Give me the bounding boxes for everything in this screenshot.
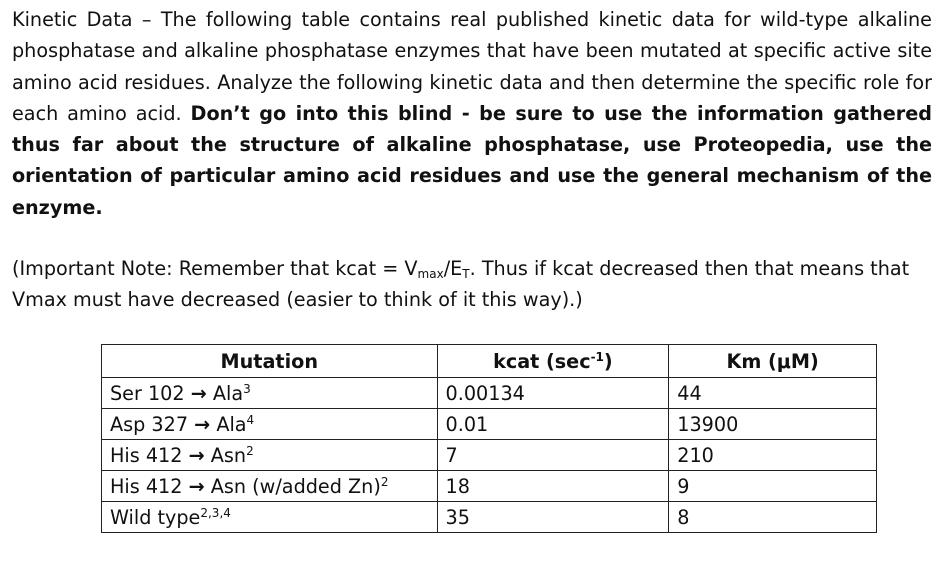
reference-sup: 4 bbox=[246, 412, 255, 427]
table-row bbox=[102, 440, 877, 471]
km-cell: 8 bbox=[669, 502, 877, 533]
arrow-icon: → bbox=[188, 474, 205, 498]
reference-sup: 2,3,4 bbox=[200, 505, 231, 520]
mutation-to: Ala bbox=[212, 381, 244, 405]
header-mutation: Mutation bbox=[102, 345, 438, 378]
kcat-cell: 0.00134 bbox=[437, 378, 669, 409]
table-row bbox=[102, 378, 877, 409]
mutation-from: Asp 327 bbox=[110, 412, 189, 436]
table-row bbox=[102, 471, 877, 502]
mutation-to: Asn bbox=[210, 443, 247, 467]
header-kcat-close: ) bbox=[603, 349, 613, 373]
mutation-cell bbox=[102, 471, 438, 502]
note-sub-t: T bbox=[462, 267, 470, 281]
mutation-cell bbox=[102, 440, 438, 471]
table-header-row bbox=[102, 345, 877, 378]
km-cell: 210 bbox=[669, 440, 877, 471]
mutation-cell bbox=[102, 409, 438, 440]
arrow-icon: → bbox=[190, 381, 207, 405]
mutation-from: His 412 bbox=[110, 443, 183, 467]
arrow-icon: → bbox=[194, 412, 211, 436]
note-part3: . Thus if kcat decreased then that means that Vmax must have decreased (easier to think of it this way).) bbox=[12, 257, 910, 312]
table-row bbox=[102, 502, 877, 533]
header-km: Km (μM) bbox=[669, 345, 877, 378]
intro-paragraph bbox=[12, 4, 932, 223]
kinetic-data-table bbox=[101, 344, 877, 533]
note-sub-max: max bbox=[417, 267, 444, 281]
note-part1: (Important Note: Remember that kcat = V bbox=[12, 257, 418, 280]
header-kcat bbox=[437, 345, 669, 378]
kcat-cell: 18 bbox=[437, 471, 669, 502]
mutation-from: Wild type bbox=[110, 505, 201, 529]
table-row bbox=[102, 409, 877, 440]
intro-text: The following table contains real published kinetic data for wild-type alkaline phosphatase and alkaline phosphatase enzymes that have been mutated at specific active site amino acid residues. Analyze the following kinetic data and then determine the specific role for each amino acid. bbox=[12, 8, 932, 125]
header-kcat-label: kcat (sec bbox=[493, 349, 591, 373]
mutation-cell bbox=[102, 378, 438, 409]
mutation-cell bbox=[102, 502, 438, 533]
km-cell: 44 bbox=[669, 378, 877, 409]
km-cell: 9 bbox=[669, 471, 877, 502]
header-kcat-sup: -1 bbox=[590, 349, 604, 364]
reference-sup: 3 bbox=[243, 381, 251, 396]
reference-sup: 2 bbox=[380, 474, 389, 489]
mutation-from: His 412 bbox=[110, 474, 183, 498]
note-part2: /E bbox=[443, 257, 463, 280]
intro-label: Kinetic Data bbox=[12, 8, 133, 31]
arrow-icon: → bbox=[188, 443, 205, 467]
kcat-cell: 0.01 bbox=[437, 409, 669, 440]
important-note bbox=[12, 253, 932, 316]
kcat-cell: 35 bbox=[437, 502, 669, 533]
mutation-to: Asn (w/added Zn) bbox=[210, 474, 381, 498]
mutation-to: Ala bbox=[216, 412, 247, 436]
reference-sup: 2 bbox=[246, 443, 254, 458]
km-cell: 13900 bbox=[669, 409, 877, 440]
intro-bold-text: Don’t go into this blind - be sure to use the information gathered thus far about the structure of alkaline phosphatase, use Proteopedia, use the orientation of particular amino acid residues and use the general mechanism of the enzyme. bbox=[12, 101, 932, 219]
intro-dash: – bbox=[141, 8, 152, 31]
mutation-from: Ser 102 bbox=[110, 381, 185, 405]
kcat-cell: 7 bbox=[437, 440, 669, 471]
